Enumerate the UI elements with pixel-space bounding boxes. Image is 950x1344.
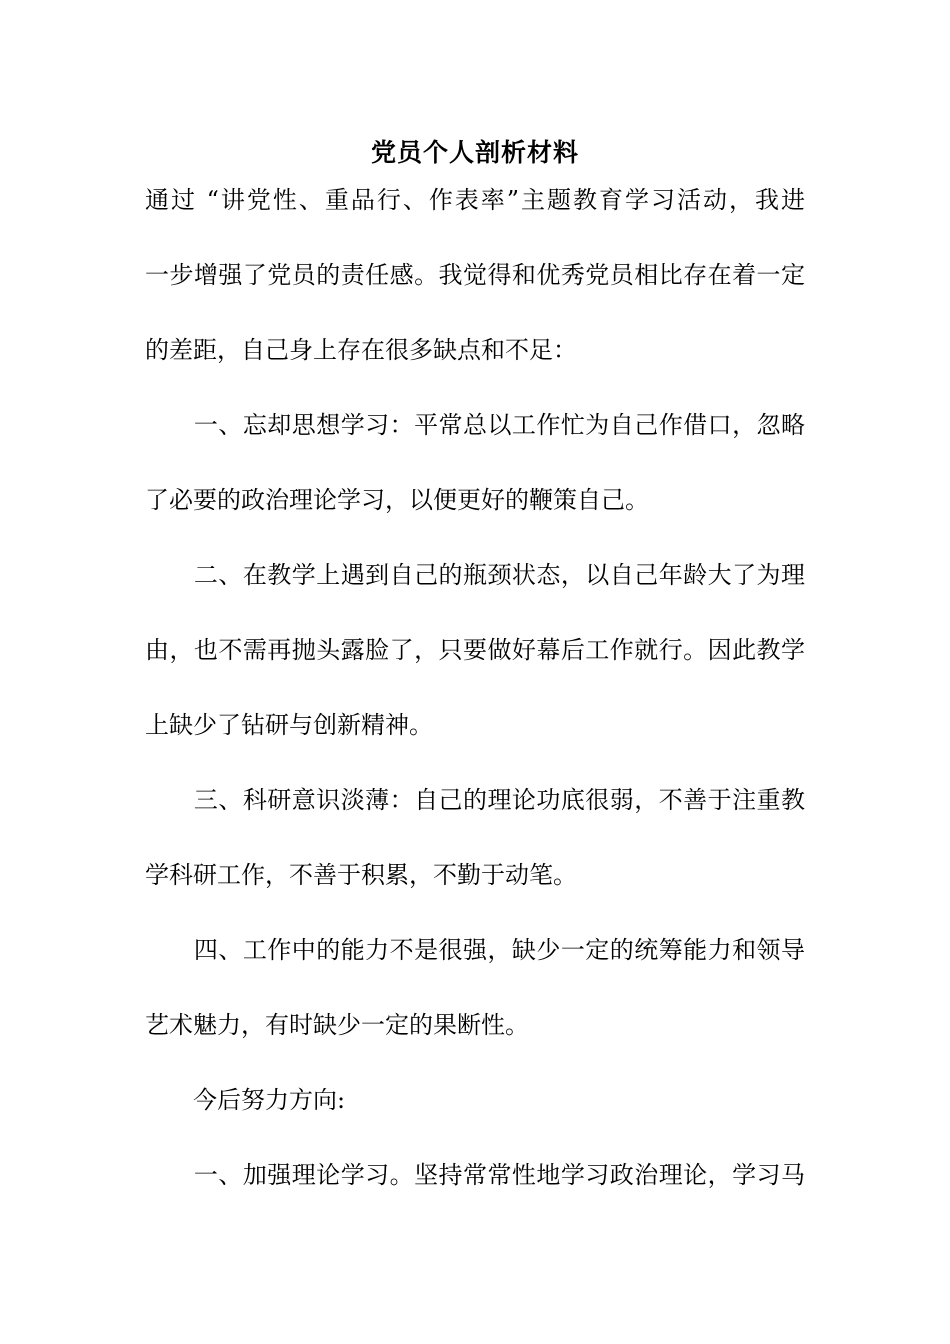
paragraph-line: 上缺少了钻研与创新精神。 (145, 711, 433, 739)
paragraph-line: 今后努力方向: (145, 1086, 346, 1114)
paragraph-line: 由，也不需再抛头露脸了，只要做好幕后工作就行。因此教学 (145, 636, 805, 664)
paragraph-line: 一、加强理论学习。坚持常常性地学习政治理论，学习马 (145, 1161, 805, 1189)
paragraph-line: 学科研工作，不善于积累，不勤于动笔。 (145, 861, 577, 889)
paragraph-line: 三、科研意识淡薄：自己的理论功底很弱，不善于注重教 (145, 786, 805, 814)
paragraph-line: 四、工作中的能力不是很强，缺少一定的统筹能力和领导 (145, 936, 805, 964)
paragraph-line: 二、在教学上遇到自己的瓶颈状态，以自己年龄大了为理 (145, 561, 805, 589)
paragraph-line: 一、忘却思想学习：平常总以工作忙为自己作借口，忽略 (145, 411, 805, 439)
document-title: 党员个人剖析材料 (370, 138, 579, 167)
paragraph-line: 的差距，自己身上存在很多缺点和不足： (145, 336, 577, 364)
paragraph-line: 通过 “讲党性、重品行、作表率”主题教育学习活动，我进 (145, 186, 805, 214)
paragraph-line: 艺术魅力，有时缺少一定的果断性。 (145, 1011, 529, 1039)
paragraph-line: 了必要的政治理论学习，以便更好的鞭策自己。 (145, 486, 649, 514)
paragraph-line: 一步增强了党员的责任感。我觉得和优秀党员相比存在着一定 (145, 261, 805, 289)
